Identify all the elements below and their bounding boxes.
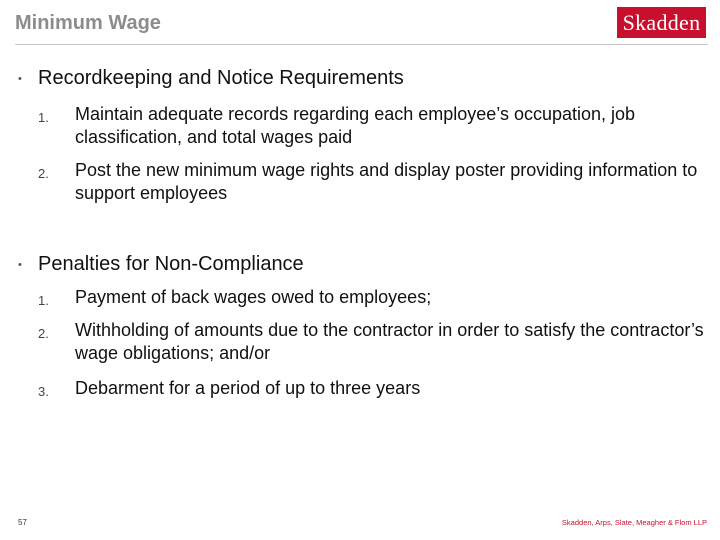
section-heading-penalties: Penalties for Non-Compliance <box>38 253 304 275</box>
list-item-text: Debarment for a period of up to three years <box>75 378 421 398</box>
skadden-logo <box>617 7 706 38</box>
list-item-text: Withholding of amounts due to the contractor in order to satisfy the contractor’s wage obligations; and/or <box>75 320 704 363</box>
item-number: 1. <box>38 293 49 308</box>
page-title: Minimum Wage <box>15 12 161 34</box>
section-heading-recordkeeping: Recordkeeping and Notice Requirements <box>38 67 404 89</box>
list-item-text: Maintain adequate records regarding each employee’s occupation, job classification, and total wages paid <box>75 104 636 147</box>
logo-text: Skadden <box>622 9 701 35</box>
section-bullet: • <box>18 73 22 85</box>
item-number: 3. <box>38 384 49 399</box>
item-number: 2. <box>38 166 49 181</box>
list-item-text: Payment of back wages owed to employees; <box>75 287 432 307</box>
list-item-text: Post the new minimum wage rights and display poster providing information to support employees <box>75 160 698 203</box>
header-divider <box>15 44 708 45</box>
footer-firm-name: Skadden, Arps, Slate, Meagher & Flom LLP <box>561 518 707 527</box>
page-number: 57 <box>18 518 27 527</box>
item-number: 2. <box>38 326 49 341</box>
section-bullet: • <box>18 259 22 271</box>
item-number: 1. <box>38 110 49 125</box>
